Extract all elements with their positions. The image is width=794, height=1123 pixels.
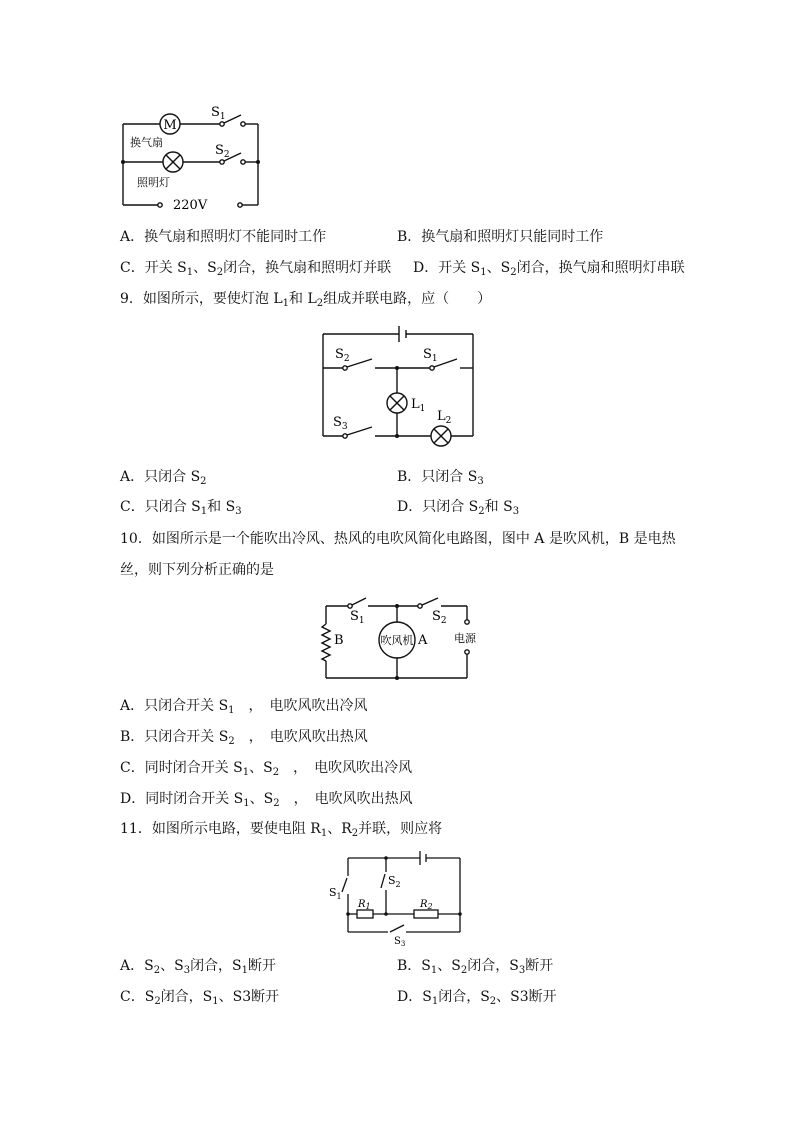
q11-option-c[interactable]: C．$S_2$闭合，$S_1$、S3断开	[120, 989, 280, 1007]
q10-option-b[interactable]: B．只闭合开关 $S_2$ ， 电吹风吹出热风	[120, 729, 368, 747]
q9-option-c[interactable]: C．只闭合 $S_1$和 $S_3$	[120, 499, 242, 517]
q10-stem-line2: 丝，则下列分析正确的是	[120, 562, 274, 578]
voltage-label: 220V	[173, 198, 208, 213]
q11-option-a[interactable]: A．$S_2$、$S_3$闭合，$S_1$断开	[120, 958, 277, 976]
q9-option-a[interactable]: A．只闭合 $S_2$	[120, 469, 207, 487]
q8-circuit-diagram	[115, 100, 275, 218]
q10-s2-label: $S_2$	[432, 609, 447, 626]
q11-circuit-diagram	[326, 848, 466, 948]
q10-option-a[interactable]: A．只闭合开关 $S_1$ ， 电吹风吹出冷风	[120, 698, 368, 716]
q8-s1-label: $S_1$	[211, 105, 226, 122]
q8-s2-label: $S_2$	[215, 143, 230, 160]
q9-option-d[interactable]: D．只闭合 $S_2$和 $S_3$	[397, 499, 520, 517]
q8-option-d[interactable]: D．开关 $S_1$、$S_2$闭合，换气扇和照明灯串联	[413, 260, 685, 278]
q11-stem: 11．如图所示电路，要使电阻 $R_1$、$R_2$并联，则应将	[120, 821, 443, 839]
power-source-label: 电源	[454, 632, 476, 645]
q9-option-b[interactable]: B．只闭合 $S_3$	[397, 469, 484, 487]
q11-s3-label: $S_3$	[394, 936, 406, 948]
q9-l1-label: $L_1$	[411, 397, 426, 414]
q9-l2-label: $L_2$	[437, 409, 452, 426]
motor-label: M	[163, 118, 177, 133]
q8-option-b[interactable]: B．换气扇和照明灯只能同时工作	[397, 229, 604, 245]
blower-a-label: A	[418, 633, 428, 648]
q11-s1-label: $S_1$	[329, 886, 342, 901]
q10-stem-line1: 10．如图所示是一个能吹出冷风、热风的电吹风简化电路图，图中 A 是吹风机，B 是电热	[120, 531, 676, 547]
q11-option-d[interactable]: D．$S_1$闭合，$S_2$、S3断开	[397, 989, 557, 1007]
q10-s1-label: $S_1$	[350, 609, 365, 626]
q9-s1-label: $S_1$	[423, 347, 438, 364]
blower-label: 吹风机	[380, 634, 414, 647]
q10-circuit-diagram	[318, 596, 488, 686]
heater-b-label: B	[334, 633, 344, 648]
q9-s2-label: $S_2$	[335, 347, 350, 364]
lamp-label: 照明灯	[137, 176, 170, 189]
q9-s3-label: $S_3$	[333, 415, 348, 432]
q11-r2-label: $R_2$	[420, 899, 433, 911]
q11-r1-label: $R_1$	[358, 899, 371, 911]
q8-option-c[interactable]: C．开关 $S_1$、$S_2$闭合，换气扇和照明灯并联	[120, 260, 392, 278]
q9-stem: 9．如图所示，要使灯泡 $L_1$和 $L_2$组成并联电路，应（ ）	[120, 291, 492, 309]
q8-option-a[interactable]: A．换气扇和照明灯不能同时工作	[120, 229, 327, 245]
fan-label: 换气扇	[130, 136, 163, 149]
q9-circuit-diagram	[315, 322, 480, 450]
q10-option-d[interactable]: D．同时闭合开关 $S_1$、$S_2$ ， 电吹风吹出热风	[120, 791, 413, 809]
q10-option-c[interactable]: C．同时闭合开关 $S_1$、$S_2$ ， 电吹风吹出冷风	[120, 760, 413, 778]
q11-option-b[interactable]: B．$S_1$、$S_2$闭合，$S_3$断开	[397, 958, 554, 976]
q11-s2-label: $S_2$	[388, 874, 401, 889]
